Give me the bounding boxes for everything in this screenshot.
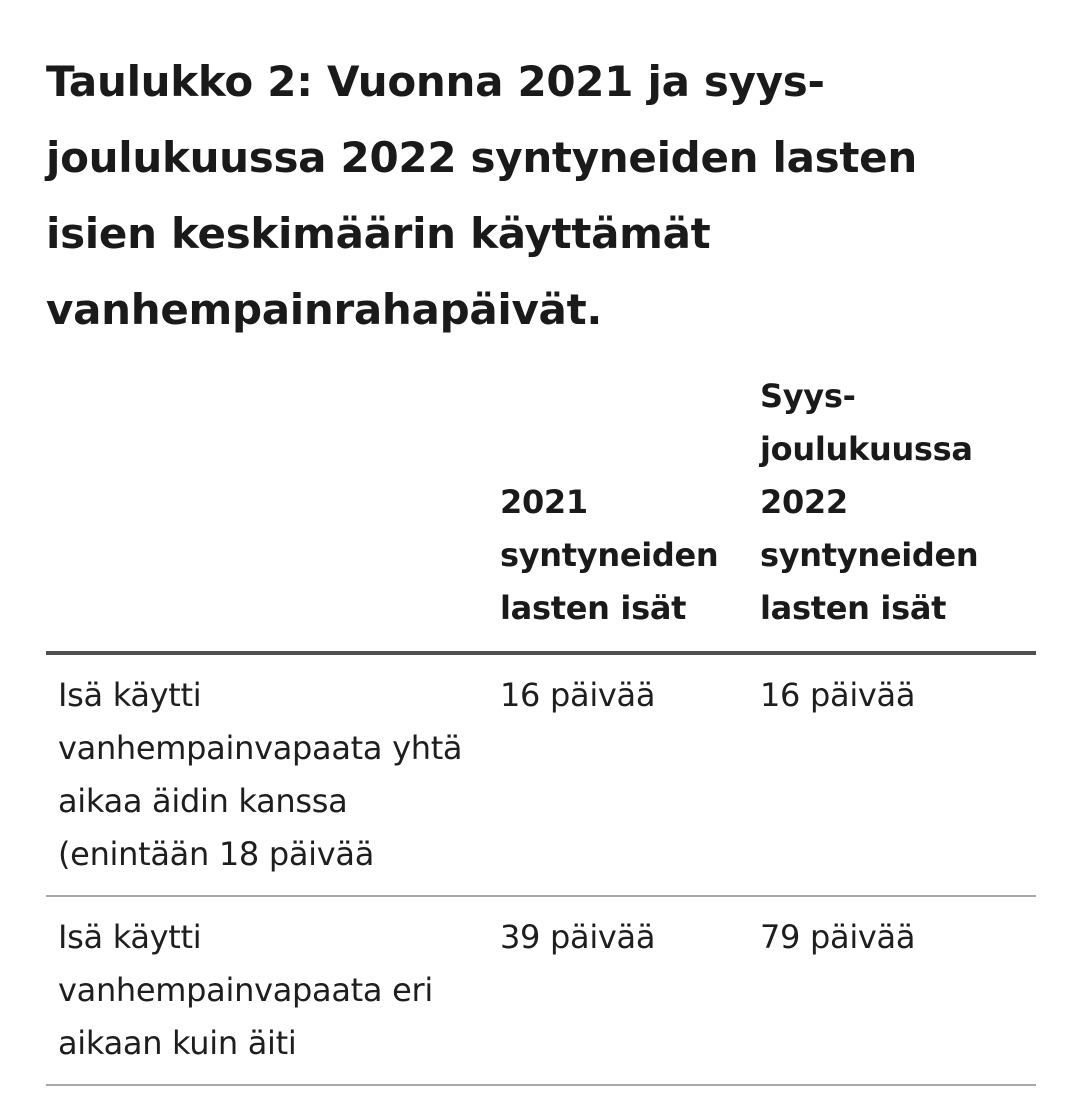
header-2021: 2021 syntyneiden lasten isät xyxy=(500,483,719,627)
header-2022: Syys-joulukuussa 2022 syntyneiden lasten isät xyxy=(760,377,979,627)
table-row xyxy=(46,653,1036,896)
cell-2022: 16 päivää xyxy=(760,676,916,714)
cell-2022: 79 päivää xyxy=(760,918,916,956)
parental-leave-table xyxy=(46,370,1036,1086)
row-label: Isä käytti vanhempainvapaata yhtä aikaa äidin kanssa (enintään 18 päivää xyxy=(58,676,463,873)
cell-2021: 16 päivää xyxy=(500,676,656,714)
cell-2021: 39 päivää xyxy=(500,918,656,956)
table-row xyxy=(46,896,1036,1085)
table-header-row xyxy=(46,370,1036,653)
row-label: Isä käytti vanhempainvapaata eri aikaan kuin äiti xyxy=(58,918,433,1062)
table-figure xyxy=(46,44,1036,1086)
table-caption: Taulukko 2: Vuonna 2021 ja syys-joulukuussa 2022 syntyneiden lasten isien keskimäärin käyttämät vanhempainrahapäivät. xyxy=(46,57,917,334)
header-empty xyxy=(46,370,488,653)
